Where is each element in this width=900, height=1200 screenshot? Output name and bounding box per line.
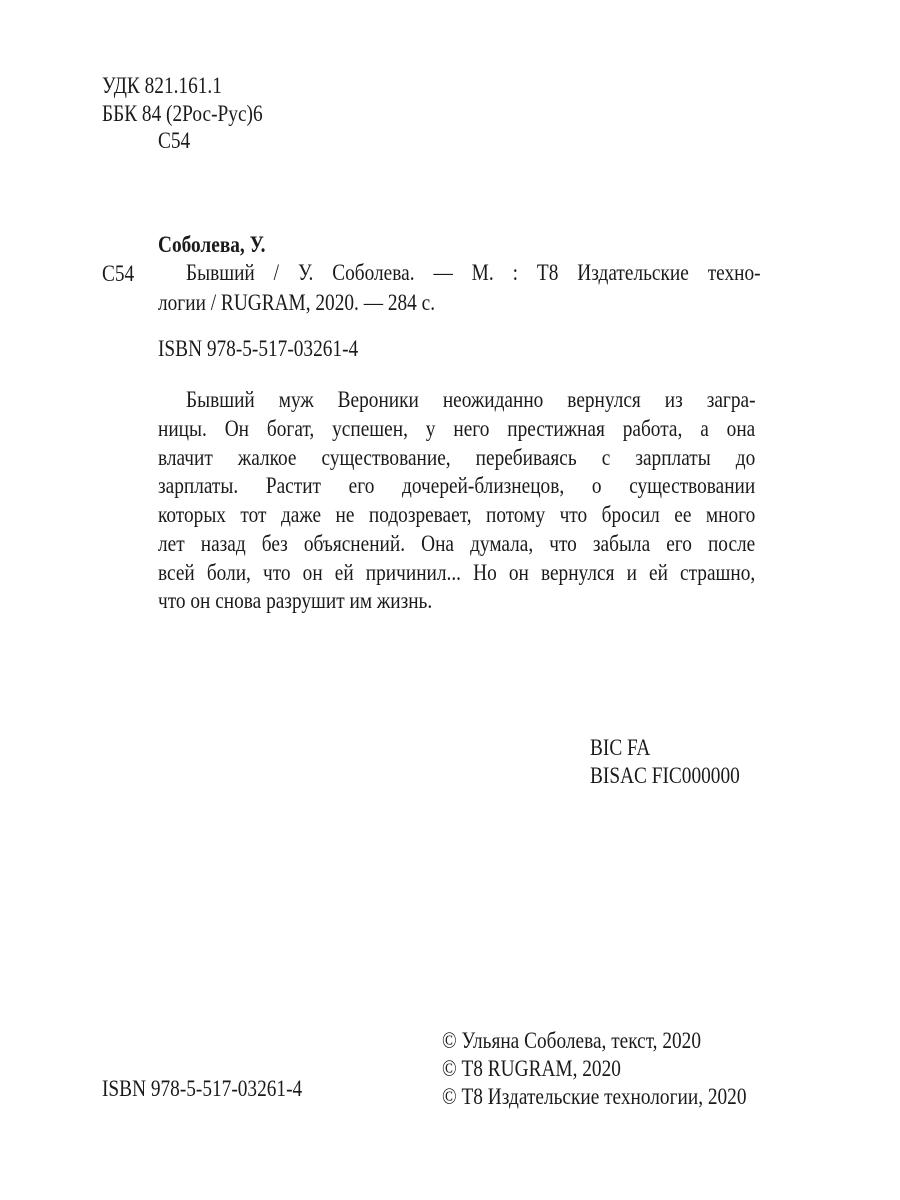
description-line: логии / RUGRAM, 2020. — 284 с. <box>158 290 436 315</box>
author-sign: С54 <box>158 128 191 153</box>
annotation-line: влачит жалкое существование, перебиваясь с зарплаты до <box>158 444 756 470</box>
annotation-line: лет назад без объяснений. Она думала, что забыла его после <box>158 530 756 556</box>
copyright-line: © Т8 Издательские технологии, 2020 <box>442 1084 747 1109</box>
record-author-sign: С54 <box>102 261 135 286</box>
bbk-code: ББК 84 (2Рос-Рус)6 <box>102 101 263 126</box>
author-name: Соболева, У. <box>158 232 266 257</box>
annotation <box>158 415 755 616</box>
bic-code: BIC FA <box>590 735 651 760</box>
copyright-line: © Ульяна Соболева, текст, 2020 <box>442 1028 701 1053</box>
annotation-line: зарплаты. Растит его дочерей-близнецов, о существовании <box>158 473 756 499</box>
author-heading <box>158 230 265 259</box>
annotation-line: всей боли, что он ей причинил... Но он вернулся и ей страшно, <box>158 559 756 585</box>
udk-code: УДК 821.161.1 <box>102 73 222 98</box>
description-line: Бывший / У. Соболева. — М. : Т8 Издательские техно- <box>186 260 761 285</box>
annotation-line: которых тот даже не подозревает, потому что бросил ее много <box>158 502 756 528</box>
copyright-line: © Т8 RUGRAM, 2020 <box>442 1056 621 1081</box>
annotation-first-line <box>186 386 756 415</box>
annotation-line: Бывший муж Вероники неожиданно вернулся из загра- <box>186 387 756 412</box>
annotation-line: ницы. Он богат, успешен, у него престижная работа, а она <box>158 416 756 441</box>
bibliographic-description <box>186 259 761 288</box>
annotation-line: что он снова разрушит им жизнь. <box>158 588 433 614</box>
footer-isbn: ISBN 978-5-517-03261-4 <box>102 1076 303 1101</box>
bisac-code: BISAC FIC000000 <box>590 763 740 788</box>
record-isbn: ISBN 978-5-517-03261-4 <box>158 336 359 361</box>
